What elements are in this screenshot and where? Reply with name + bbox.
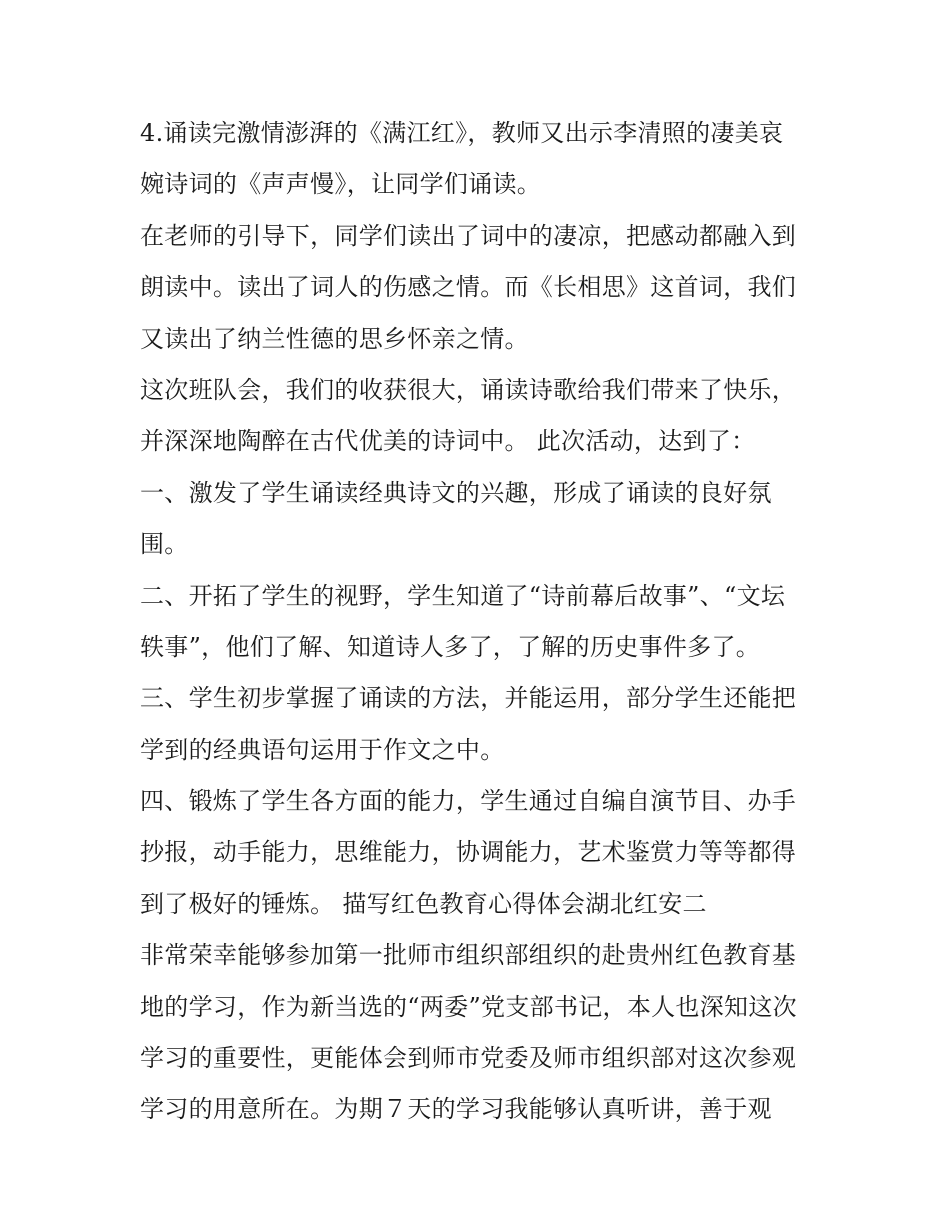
text-line-11: 轶事”，他们了解、知道诗人多了，了解的历史事件多了。 (140, 632, 761, 661)
document-body (140, 108, 820, 1136)
text-line-7: 并深深地陶醉在古代优美的诗词中。 此次活动，达到了： (140, 427, 756, 456)
text-line-13: 学到的经典语句运用于作文之中。 (140, 735, 505, 764)
text-line-8: 一、激发了学生诵读经典诗文的兴趣，形成了诵读的良好氛 (140, 478, 772, 507)
text-line-3: 在老师的引导下，同学们读出了词中的凄凉，把感动都融入到 (140, 221, 797, 250)
text-line-1: 4.诵读完激情澎湃的《满江红》，教师又出示李清照的凄美哀 (140, 119, 784, 147)
text-line-12: 三、学生初步掌握了诵读的方法，并能运用，部分学生还能把 (140, 684, 797, 713)
text-line-2: 婉诗词的《声声慢》，让同学们诵读。 (140, 170, 542, 199)
text-line-5: 又读出了纳兰性德的思乡怀亲之情。 (140, 324, 529, 353)
text-line-6: 这次班队会，我们的收获很大，诵读诗歌给我们带来了快乐， (140, 375, 797, 404)
text-line-14: 四、锻炼了学生各方面的能力，学生通过自编自演节目、办手 (140, 787, 797, 816)
text-line-19: 学习的重要性，更能体会到师市党委及师市组织部对这次参观 (140, 1044, 797, 1073)
text-line-9: 围。 (140, 530, 189, 559)
text-line-17: 非常荣幸能够参加第一批师市组织部组织的赴贵州红色教育基 (140, 941, 797, 970)
text-line-15: 抄报，动手能力，思维能力，协调能力，艺术鉴赏力等等都得 (140, 838, 797, 867)
text-line-10: 二、开拓了学生的视野，学生知道了“诗前幕后故事”、“文坛 (140, 581, 786, 610)
text-line-16: 到了极好的锤炼。 描写红色教育心得体会湖北红安二 (140, 889, 707, 918)
text-line-18: 地的学习，作为新当选的“两委”党支部书记，本人也深知这次 (140, 992, 797, 1021)
text-line-20: 学习的用意所在。为期７天的学习我能够认真听讲，善于观 (140, 1095, 772, 1124)
text-line-4: 朗读中。读出了词人的伤感之情。而《长相思》这首词，我们 (140, 273, 797, 302)
